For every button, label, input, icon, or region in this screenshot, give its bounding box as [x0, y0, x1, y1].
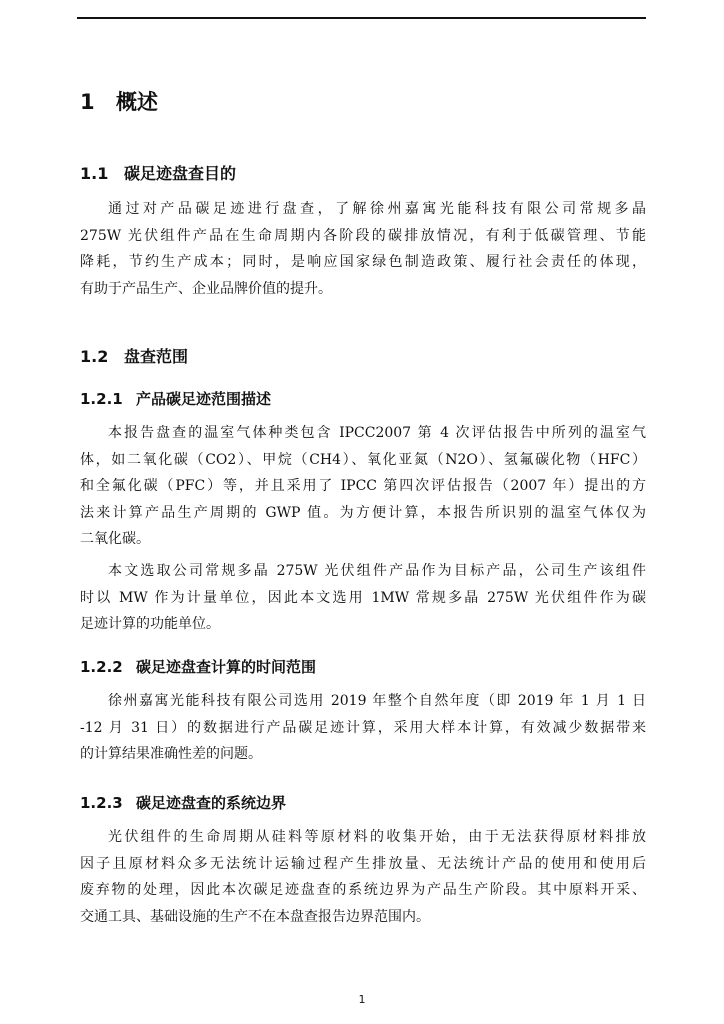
header-rule	[77, 17, 646, 19]
paragraph-line: 和全氟化碳（PFC）等，并且采用了 IPCC 第四次评估报告（2007 年）提出的方	[80, 478, 646, 494]
heading-number: 1.2.2	[80, 658, 123, 676]
heading-number: 1.2	[80, 347, 109, 366]
heading-1-2-2	[80, 656, 316, 677]
paragraph-system-boundary	[80, 824, 646, 930]
heading-1-2-1	[80, 388, 271, 409]
heading-number: 1.2.1	[80, 390, 123, 408]
paragraph-time-range	[80, 688, 646, 768]
paragraph-line: 时以 MW 作为计量单位，因此本文选用 1MW 常规多晶 275W 光伏组件作为碳	[80, 589, 646, 606]
heading-title: 盘查范围	[124, 347, 189, 366]
paragraph-line: 275W 光伏组件产品在生命周期内各阶段的碳排放情况，有利于低碳管理、节能	[80, 227, 646, 244]
paragraph-scope-gases	[80, 420, 646, 553]
heading-title: 碳足迹盘查的系统边界	[136, 794, 287, 812]
paragraph-purpose	[80, 196, 646, 302]
heading-1-2-3	[80, 792, 286, 813]
paragraph-line: 光伏组件的生命周期从硅料等原材料的收集开始，由于无法获得原材料排放	[108, 829, 646, 845]
paragraph-line: 徐州嘉寓光能科技有限公司选用 2019 年整个自然年度（即 2019 年 1 月 1 日	[108, 693, 646, 709]
paragraph-line: 降耗，节约生产成本；同时，是响应国家绿色制造政策、履行社会责任的体现，	[80, 254, 646, 270]
paragraph-line: 体，如二氧化碳（CO2）、甲烷（CH4）、氧化亚氮（N2O）、氢氟碳化物（HFC）	[80, 451, 646, 468]
heading-number: 1	[80, 90, 95, 114]
paragraph-line: 通过对产品碳足迹进行盘查，了解徐州嘉寓光能科技有限公司常规多晶	[108, 201, 646, 217]
paragraph-line: 法来计算产品生产周期的 GWP 值。为方便计算，本报告所识别的温室气体仅为	[80, 504, 646, 521]
heading-number: 1.2.3	[80, 794, 123, 812]
paragraph-functional-unit	[80, 558, 646, 638]
heading-title: 概述	[116, 90, 158, 114]
heading-1-1	[80, 161, 236, 184]
paragraph-line: 因子且原材料众多无法统计运输过程产生排放量、无法统计产品的使用和使用后	[80, 855, 646, 872]
heading-number: 1.1	[80, 164, 109, 183]
paragraph-line: 交通工具、基础设施的生产不在本盘查报告边界范围内。	[80, 908, 430, 925]
paragraph-line: 的计算结果准确性差的问题。	[80, 746, 262, 762]
paragraph-line: 本报告盘查的温室气体种类包含 IPCC2007 第 4 次评估报告中所列的温室气	[108, 425, 646, 441]
page-number: 1	[358, 993, 366, 1006]
heading-1-2	[80, 344, 188, 367]
paragraph-line: 二氧化碳。	[80, 531, 150, 547]
paragraph-line: 本文选取公司常规多晶 275W 光伏组件产品作为目标产品，公司生产该组件	[108, 563, 646, 579]
paragraph-line: -12 月 31 日）的数据进行产品碳足迹计算，采用大样本计算，有效减少数据带来	[80, 719, 646, 736]
heading-title: 碳足迹盘查计算的时间范围	[136, 658, 317, 676]
heading-1	[80, 86, 158, 116]
paragraph-line: 废弃物的处理，因此本次碳足迹盘查的系统边界为产品生产阶段。其中原料开采、	[80, 882, 646, 898]
paragraph-line: 足迹计算的功能单位。	[80, 616, 220, 632]
paragraph-line: 有助于产品生产、企业品牌价值的提升。	[80, 280, 332, 297]
heading-title: 产品碳足迹范围描述	[136, 390, 272, 408]
heading-title: 碳足迹盘查目的	[124, 164, 237, 183]
